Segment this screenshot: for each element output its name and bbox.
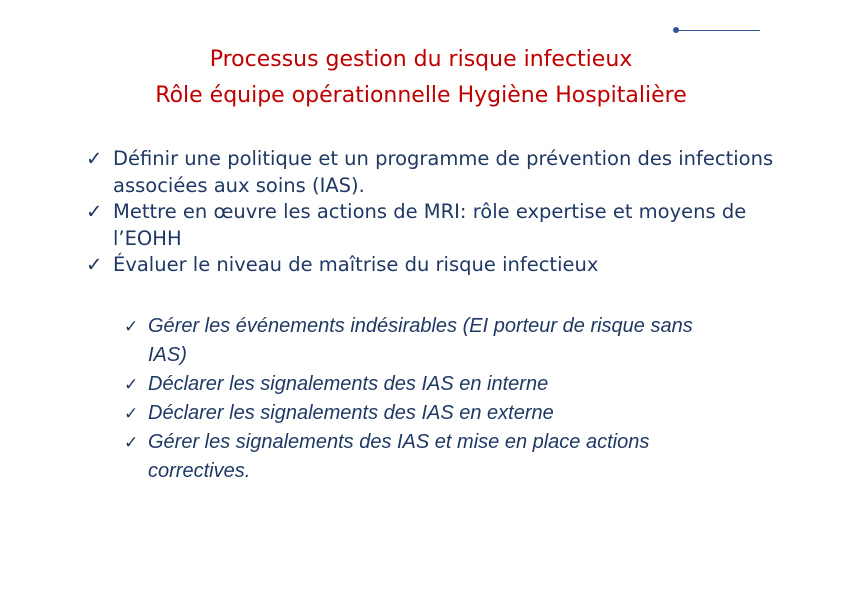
checkmark-icon: ✓ xyxy=(86,200,103,223)
main-bullet-text: Mettre en œuvre les actions de MRI: rôle expertise et moyens de l’EOHH xyxy=(113,200,747,250)
slide-title xyxy=(0,42,842,114)
main-bullet-item xyxy=(86,146,776,199)
sub-bullet-list xyxy=(124,312,734,486)
sub-bullet-item xyxy=(124,428,734,486)
checkmark-icon: ✓ xyxy=(86,147,103,170)
sub-bullet-item xyxy=(124,370,734,399)
sub-bullet-text: Déclarer les signalements des IAS en interne xyxy=(148,373,549,395)
title-line-1: Processus gestion du risque infectieux xyxy=(209,47,633,72)
main-bullet-item xyxy=(86,252,776,279)
sub-bullet-text: Gérer les événements indésirables (EI porteur de risque sans IAS) xyxy=(148,315,693,366)
decorative-line xyxy=(678,30,760,31)
main-bullet-text: Évaluer le niveau de maîtrise du risque infectieux xyxy=(113,253,599,276)
checkmark-icon: ✓ xyxy=(124,404,139,423)
checkmark-icon: ✓ xyxy=(124,375,139,394)
sub-bullet-text: Gérer les signalements des IAS et mise en place actions correctives. xyxy=(148,431,650,482)
checkmark-icon: ✓ xyxy=(124,433,139,452)
checkmark-icon: ✓ xyxy=(124,317,139,336)
sub-bullet-text: Déclarer les signalements des IAS en externe xyxy=(148,402,554,424)
main-bullet-text: Définir une politique et un programme de prévention des infections associées aux soins (IAS). xyxy=(113,147,774,197)
sub-bullet-item xyxy=(124,312,734,370)
checkmark-icon: ✓ xyxy=(86,253,103,276)
main-bullet-item xyxy=(86,199,776,252)
sub-bullet-item xyxy=(124,399,734,428)
title-line-2: Rôle équipe opérationnelle Hygiène Hospitalière xyxy=(155,83,687,108)
main-bullet-list xyxy=(86,146,776,279)
